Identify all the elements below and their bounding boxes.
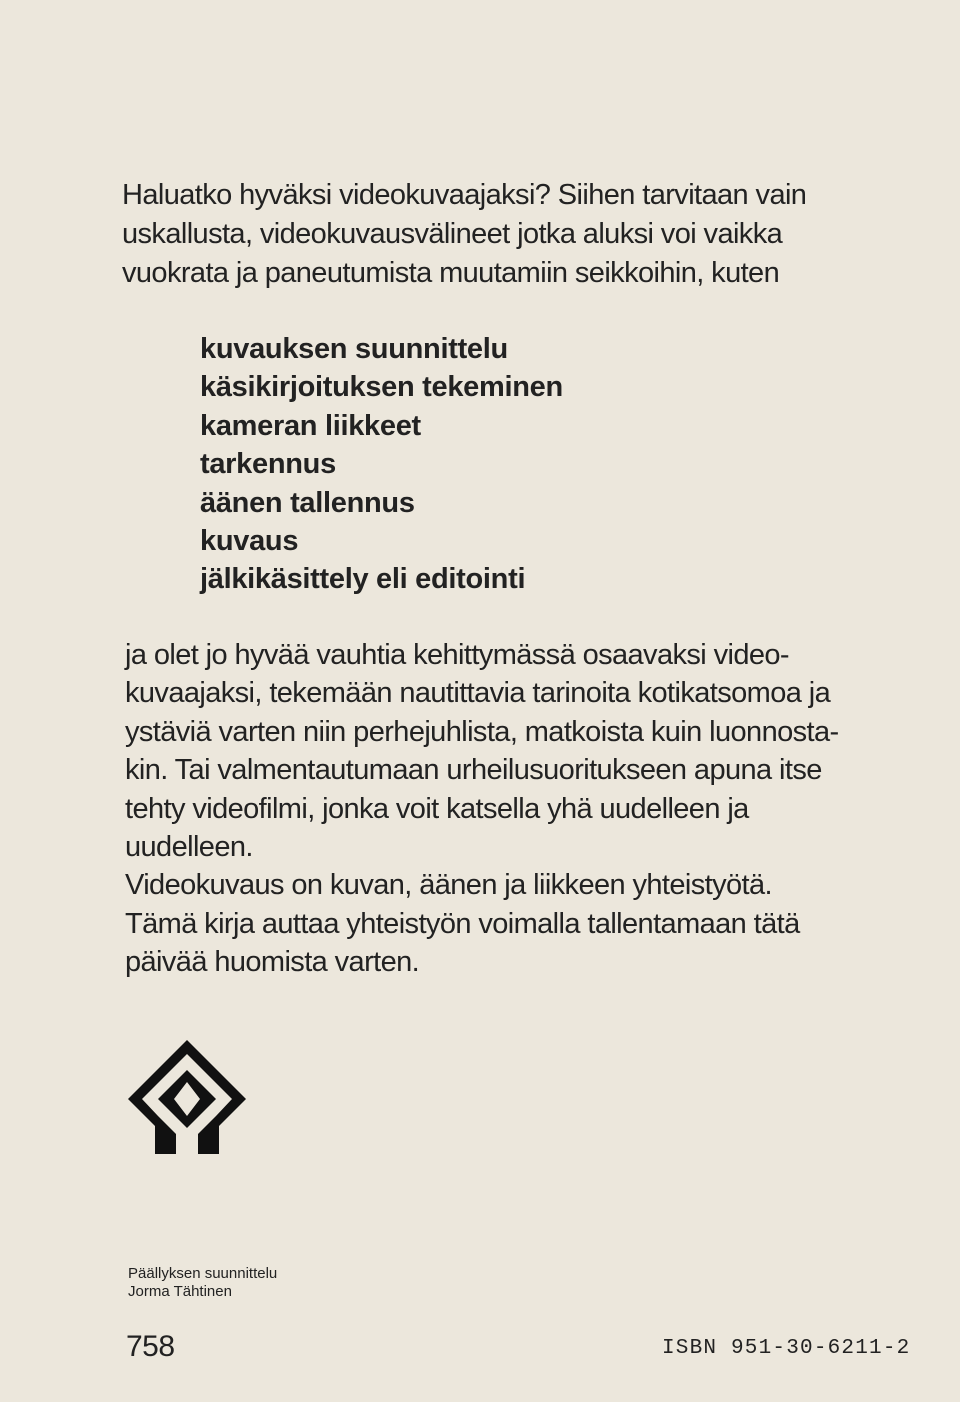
- body-line: ystäviä varten niin perhejuhlista, matkoista kuin luonnosta-: [125, 715, 839, 748]
- publisher-logo-icon: [128, 1040, 246, 1154]
- topic-item: käsikirjoituksen tekeminen: [200, 371, 563, 404]
- intro-line: Haluatko hyväksi videokuvaajaksi? Siihen tarvitaan vain: [122, 179, 807, 211]
- body-line: kuvaajaksi, tekemään nautittavia tarinoita kotikatsomoa ja: [125, 677, 831, 710]
- intro-line: uskallusta, videokuvausvälineet jotka aluksi voi vaikka: [122, 218, 783, 250]
- topic-item: kuvauksen suunnittelu: [200, 333, 508, 365]
- credit-name: Jorma Tähtinen: [128, 1283, 232, 1300]
- body-paragraph: [125, 636, 905, 982]
- intro-line: vuokrata ja paneutumista muutamiin seikkoihin, kuten: [122, 257, 780, 289]
- body-line: Videokuvaus on kuvan, äänen ja liikkeen yhteistyötä.: [125, 869, 772, 902]
- topic-item: jälkikäsittely eli editointi: [200, 563, 526, 596]
- topic-list: [200, 330, 563, 599]
- body-line: tehty videofilmi, jonka voit katsella yhä uudelleen ja: [125, 792, 749, 825]
- body-line: kin. Tai valmentautumaan urheilusuoritukseen apuna itse: [125, 754, 822, 787]
- intro-paragraph: [122, 176, 862, 293]
- body-line: päivää huomista varten.: [125, 946, 420, 979]
- topic-item: äänen tallennus: [200, 486, 415, 519]
- topic-item: kuvaus: [200, 525, 299, 558]
- isbn-number: ISBN 951-30-6211-2: [662, 1337, 911, 1360]
- credit-role: Päällyksen suunnittelu: [128, 1265, 278, 1282]
- body-line: uudelleen.: [125, 831, 253, 864]
- series-number: 758: [126, 1330, 175, 1363]
- topic-item: tarkennus: [200, 448, 336, 481]
- body-line: ja olet jo hyvää vauhtia kehittymässä osaavaksi video-: [125, 639, 789, 671]
- topic-item: kameran liikkeet: [200, 409, 421, 442]
- cover-credits: [128, 1265, 277, 1301]
- body-line: Tämä kirja auttaa yhteistyön voimalla tallentamaan tätä: [125, 907, 800, 940]
